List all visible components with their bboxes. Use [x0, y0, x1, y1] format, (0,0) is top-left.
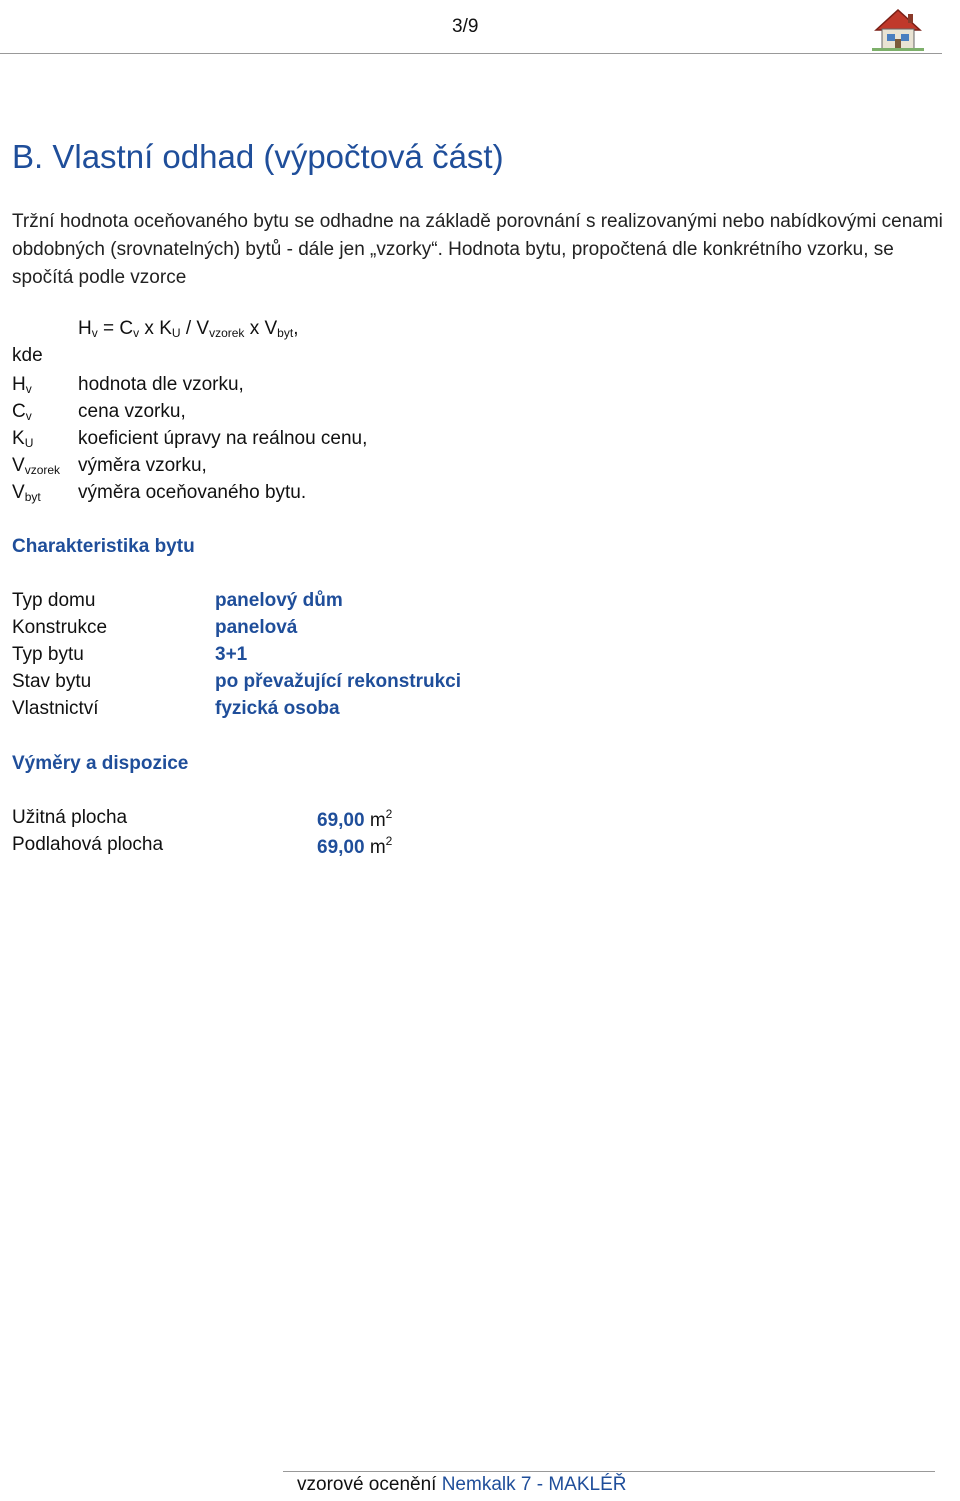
characteristic-value: fyzická osoba [215, 698, 340, 719]
footer: vzorové ocenění Nemkalk 7 - MAKLÉŘ [297, 1474, 627, 1495]
legend-description: výměra oceňovaného bytu. [78, 482, 307, 503]
characteristics-heading: Charakteristika bytu [12, 536, 195, 557]
legend-description: cena vzorku, [78, 401, 186, 422]
footer-brand: Nemkalk 7 - MAKLÉŘ [441, 1474, 627, 1495]
area-key: Podlahová plocha [12, 834, 164, 855]
area-key: Užitná plocha [12, 807, 128, 828]
areas-heading: Výměry a dispozice [12, 753, 189, 774]
legend-description: hodnota dle vzorku, [78, 374, 244, 395]
characteristic-value: 3+1 [215, 644, 248, 665]
valuation-formula: $H_v = C_v$ x $K_U / V_{vzorek}$ x $V_{byt}$, [78, 318, 299, 340]
page-number: 3/9 [452, 16, 479, 37]
legend-symbol: $V_{byt}$ [12, 482, 41, 504]
header-rule [0, 53, 942, 54]
house-logo-icon [868, 4, 928, 54]
area-value: 69,00 $m^2$ [317, 807, 393, 831]
characteristic-key: Konstrukce [12, 617, 108, 638]
legend-kde: kde [12, 345, 43, 366]
legend-symbol: $K_U$ [12, 428, 34, 450]
section-heading: B. Vlastní odhad (výpočtová část) [12, 138, 504, 175]
legend-description: výměra vzorku, [78, 455, 207, 476]
characteristic-value: po převažující rekonstrukci [215, 671, 462, 692]
legend-symbol: $V_{vzorek}$ [12, 455, 61, 477]
legend-symbol: $C_v$ [12, 401, 32, 423]
characteristic-value: panelový dům [215, 590, 343, 611]
characteristic-value: panelová [215, 617, 298, 638]
area-value: 69,00 $m^2$ [317, 834, 393, 858]
characteristic-key: Stav bytu [12, 671, 92, 692]
characteristic-key: Typ bytu [12, 644, 84, 665]
legend-description: koeficient úpravy na reálnou cenu, [78, 428, 368, 449]
characteristic-key: Vlastnictví [12, 698, 99, 719]
legend-symbol: $H_v$ [12, 374, 32, 396]
intro-paragraph: Tržní hodnota oceňovaného bytu se odhadne na základě porovnání s realizovanými nebo nabídkovými cenami obdobných (srovnatelných) bytů - dále jen „vzorky“. Hodnota bytu, propočtená dle konkrétního vzorku, se spočítá podle vzorce [12, 211, 943, 288]
footer-rule [283, 1471, 935, 1472]
characteristic-key: Typ domu [12, 590, 96, 611]
